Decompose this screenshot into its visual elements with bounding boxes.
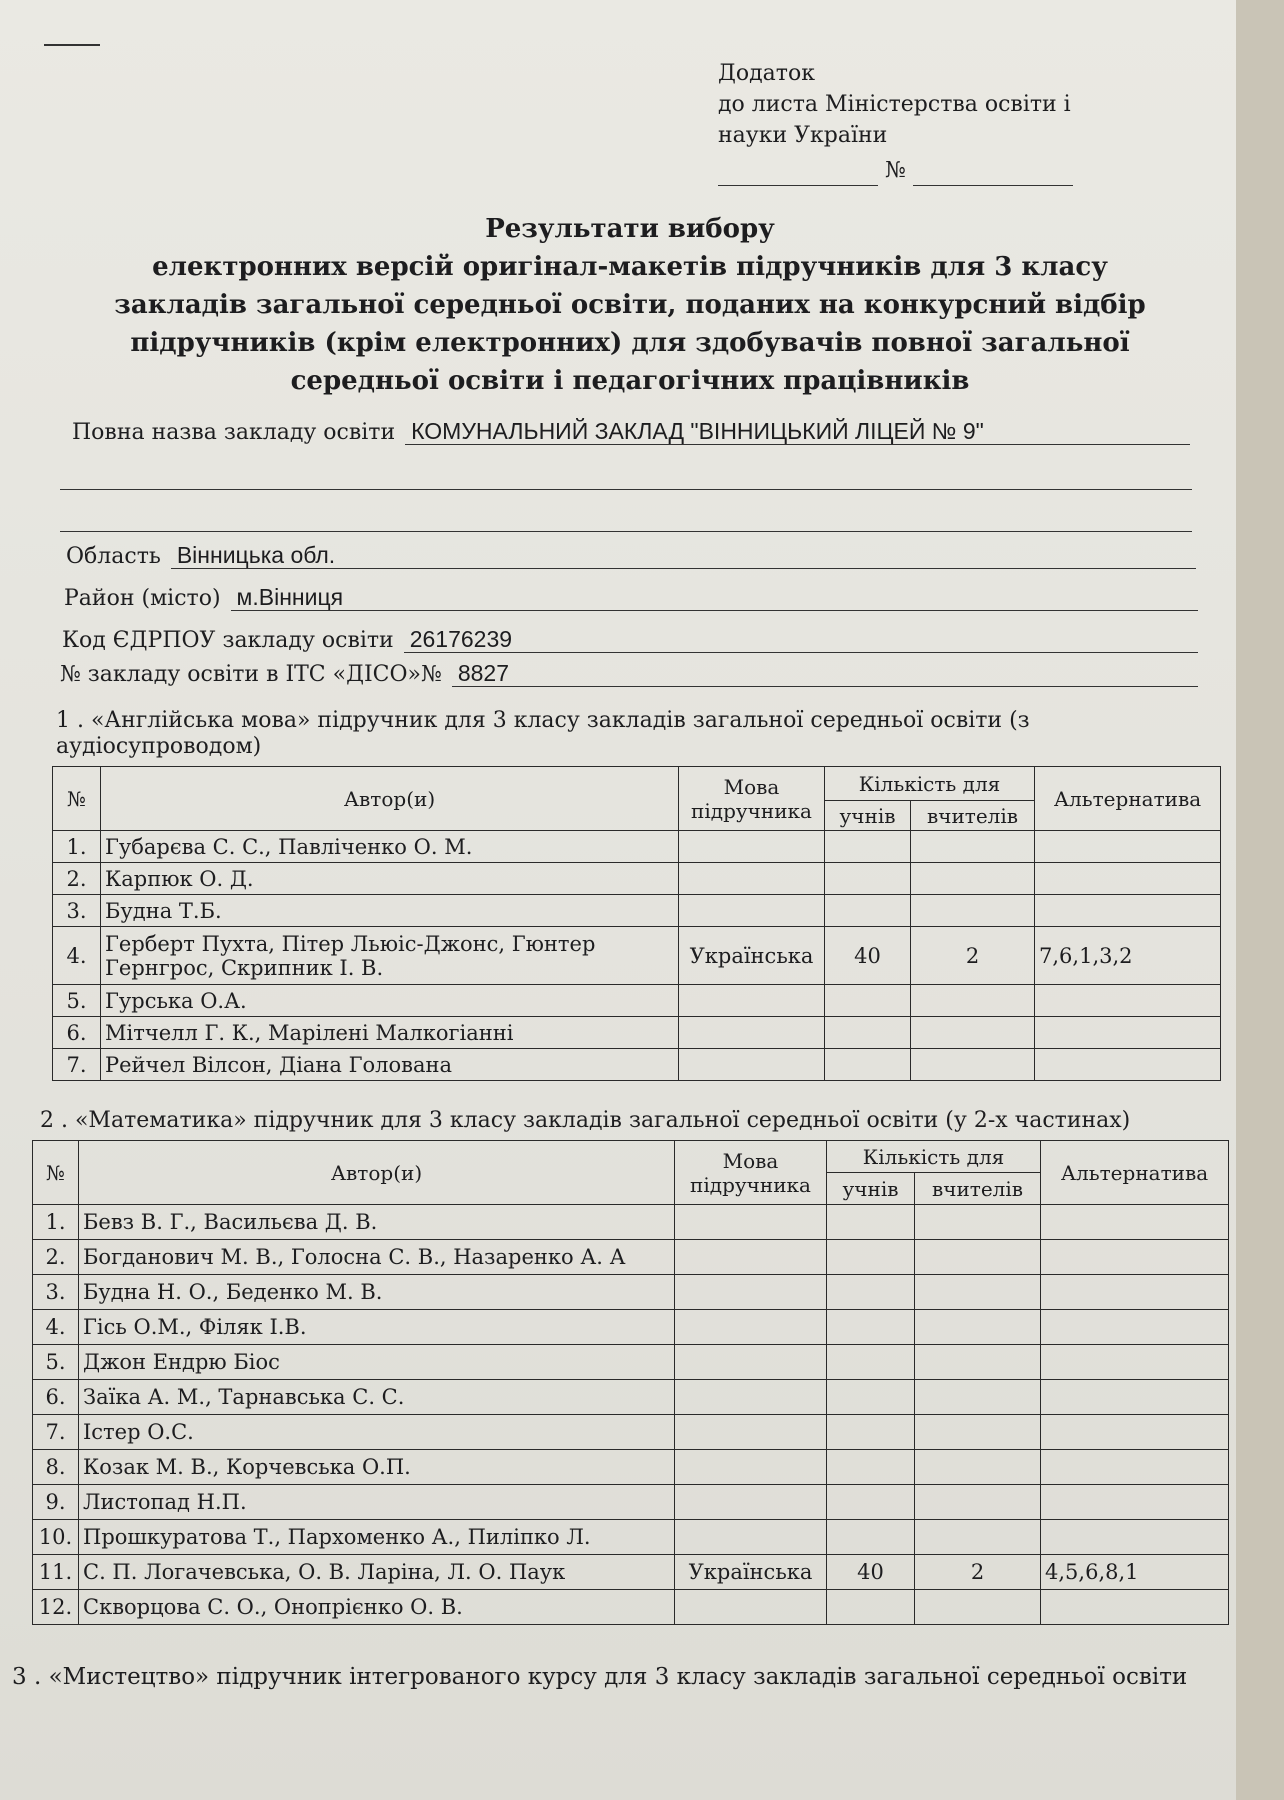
row-number: 2. xyxy=(33,1240,79,1275)
region-value: Вінницька обл. xyxy=(171,542,1196,569)
row-alternative xyxy=(1041,1240,1229,1275)
row-alternative: 7,6,1,3,2 xyxy=(1035,927,1221,985)
edrpou-label: Код ЄДРПОУ закладу освіти xyxy=(62,628,394,653)
blank-line-2 xyxy=(60,531,1192,532)
row-alternative xyxy=(1035,1017,1221,1049)
row-students xyxy=(825,1017,911,1049)
row-author: Істер О.С. xyxy=(79,1415,675,1450)
row-students xyxy=(825,1049,911,1081)
table-row xyxy=(33,1450,1229,1485)
row-teachers: 2 xyxy=(911,927,1035,985)
table-row xyxy=(33,1380,1229,1415)
row-language xyxy=(675,1450,827,1485)
row-alternative xyxy=(1035,985,1221,1017)
row-language xyxy=(679,895,825,927)
col-header-teachers: вчителів xyxy=(915,1173,1041,1205)
row-students xyxy=(825,863,911,895)
col-header-students: учнів xyxy=(825,801,911,831)
district-field xyxy=(64,584,1198,611)
col-header-language: Мова підручника xyxy=(675,1141,827,1205)
title-line-2: електронних версій оригінал-макетів підручників для 3 класу xyxy=(152,252,1108,282)
row-language xyxy=(675,1485,827,1520)
row-students xyxy=(827,1310,915,1345)
row-language xyxy=(675,1345,827,1380)
row-alternative xyxy=(1041,1520,1229,1555)
row-teachers xyxy=(915,1590,1041,1625)
title-line-3: закладів загальної середньої освіти, поданих на конкурсний відбір xyxy=(114,290,1146,320)
col-header-alternative: Альтернатива xyxy=(1035,767,1221,831)
row-alternative xyxy=(1041,1345,1229,1380)
row-students xyxy=(827,1590,915,1625)
appendix-block xyxy=(718,58,1138,186)
row-author: Козак М. В., Корчевська О.П. xyxy=(79,1450,675,1485)
row-author: Скворцова С. О., Онопрієнко О. В. xyxy=(79,1590,675,1625)
row-language xyxy=(675,1275,827,1310)
row-students: 40 xyxy=(827,1555,915,1590)
row-author: С. П. Логачевська, О. В. Ларіна, Л. О. Паук xyxy=(79,1555,675,1590)
row-language xyxy=(679,1049,825,1081)
col-header-teachers: вчителів xyxy=(911,801,1035,831)
number-blank xyxy=(913,163,1073,186)
col-header-number: № xyxy=(53,767,101,831)
row-author: Бевз В. Г., Васильєва Д. В. xyxy=(79,1205,675,1240)
col-header-language: Мова підручника xyxy=(679,767,825,831)
row-students xyxy=(827,1275,915,1310)
table-row xyxy=(33,1240,1229,1275)
title-line-4: підручників (крім електронних) для здобувачів повної загальної xyxy=(130,328,1130,358)
row-teachers xyxy=(915,1345,1041,1380)
row-students xyxy=(825,831,911,863)
row-teachers xyxy=(911,985,1035,1017)
row-students xyxy=(827,1415,915,1450)
table-row xyxy=(33,1275,1229,1310)
row-students xyxy=(825,895,911,927)
document-title xyxy=(60,210,1200,400)
region-label: Область xyxy=(66,544,161,569)
row-number: 8. xyxy=(33,1450,79,1485)
row-number: 5. xyxy=(33,1345,79,1380)
col-header-alternative: Альтернатива xyxy=(1041,1141,1229,1205)
table-row xyxy=(33,1345,1229,1380)
row-students xyxy=(827,1485,915,1520)
table-row xyxy=(53,927,1221,985)
table-row xyxy=(53,1049,1221,1081)
row-language xyxy=(675,1415,827,1450)
row-author: Прошкуратова Т., Пархоменко А., Пиліпко Л. xyxy=(79,1520,675,1555)
row-students xyxy=(827,1520,915,1555)
row-alternative xyxy=(1041,1205,1229,1240)
row-author: Джон Ендрю Біос xyxy=(79,1345,675,1380)
appendix-number-line xyxy=(718,155,1138,186)
appendix-line-3: науки України xyxy=(718,123,888,148)
district-value: м.Вінниця xyxy=(231,584,1198,611)
col-header-number: № xyxy=(33,1141,79,1205)
row-teachers xyxy=(915,1450,1041,1485)
row-teachers xyxy=(915,1310,1041,1345)
appendix-line-2: до листа Міністерства освіти і xyxy=(718,92,1071,117)
table-row xyxy=(53,1017,1221,1049)
row-alternative xyxy=(1035,831,1221,863)
row-language xyxy=(679,985,825,1017)
row-author: Герберт Пухта, Пітер Льюіс-Джонс, Гюнтер Гернгрос, Скрипник І. В. xyxy=(101,927,679,985)
row-author: Мітчелл Г. К., Марілені Малкогіанні xyxy=(101,1017,679,1049)
col-header-quantity: Кількість для xyxy=(825,767,1035,801)
row-teachers xyxy=(915,1380,1041,1415)
col-header-students: учнів xyxy=(827,1173,915,1205)
row-teachers xyxy=(915,1415,1041,1450)
row-teachers xyxy=(911,831,1035,863)
row-teachers xyxy=(911,863,1035,895)
row-author: Будна Н. О., Беденко М. В. xyxy=(79,1275,675,1310)
col-header-author: Автор(и) xyxy=(79,1141,675,1205)
row-alternative: 4,5,6,8,1 xyxy=(1041,1555,1229,1590)
its-field xyxy=(60,660,1198,687)
row-number: 10. xyxy=(33,1520,79,1555)
table-row xyxy=(33,1310,1229,1345)
row-language xyxy=(675,1205,827,1240)
date-blank xyxy=(718,163,878,186)
row-author: Рейчел Вілсон, Діана Голована xyxy=(101,1049,679,1081)
row-students xyxy=(827,1380,915,1415)
row-number: 1. xyxy=(33,1205,79,1240)
row-alternative xyxy=(1035,1049,1221,1081)
row-language xyxy=(675,1590,827,1625)
row-language: Українська xyxy=(675,1555,827,1590)
row-language: Українська xyxy=(679,927,825,985)
row-author: Губарєва С. С., Павліченко О. М. xyxy=(101,831,679,863)
row-language xyxy=(679,863,825,895)
row-language xyxy=(675,1240,827,1275)
table-row xyxy=(33,1415,1229,1450)
row-students: 40 xyxy=(825,927,911,985)
district-label: Район (місто) xyxy=(64,586,221,611)
table-row xyxy=(53,863,1221,895)
school-name-field xyxy=(72,418,1190,445)
table-row xyxy=(33,1205,1229,1240)
row-number: 6. xyxy=(33,1380,79,1415)
row-number: 4. xyxy=(33,1310,79,1345)
table-row xyxy=(33,1555,1229,1590)
row-number: 9. xyxy=(33,1485,79,1520)
section-3-heading: 3 . «Мистецтво» підручник інтегрованого курсу для 3 класу закладів загальної середньої освіти xyxy=(12,1664,1188,1690)
row-teachers: 2 xyxy=(915,1555,1041,1590)
number-sign: № xyxy=(885,158,906,183)
row-teachers xyxy=(915,1240,1041,1275)
table-row xyxy=(33,1590,1229,1625)
row-number: 3. xyxy=(33,1275,79,1310)
row-language xyxy=(675,1520,827,1555)
row-teachers xyxy=(915,1205,1041,1240)
appendix-line-1: Додаток xyxy=(718,61,815,86)
section-1-heading-line-1: 1 . «Англійська мова» підручник для 3 класу закладів загальної середньої освіти (з xyxy=(56,708,1030,733)
row-alternative xyxy=(1041,1485,1229,1520)
corner-dash xyxy=(44,44,100,46)
row-teachers xyxy=(911,1017,1035,1049)
row-students xyxy=(827,1345,915,1380)
col-header-author: Автор(и) xyxy=(101,767,679,831)
edrpou-value: 26176239 xyxy=(404,626,1198,653)
row-alternative xyxy=(1041,1450,1229,1485)
row-number: 12. xyxy=(33,1590,79,1625)
row-author: Гурська О.А. xyxy=(101,985,679,1017)
table-row xyxy=(33,1485,1229,1520)
row-teachers xyxy=(911,895,1035,927)
row-author: Гісь О.М., Філяк І.В. xyxy=(79,1310,675,1345)
row-alternative xyxy=(1035,863,1221,895)
row-alternative xyxy=(1041,1310,1229,1345)
row-language xyxy=(675,1310,827,1345)
row-language xyxy=(679,831,825,863)
row-teachers xyxy=(911,1049,1035,1081)
section-2-heading: 2 . «Математика» підручник для 3 класу закладів загальної середньої освіти (у 2-х частинах) xyxy=(40,1108,1131,1133)
table-row xyxy=(53,831,1221,863)
its-label: № закладу освіти в ІТС «ДІСО»№ xyxy=(60,662,442,687)
row-number: 7. xyxy=(53,1049,101,1081)
row-number: 5. xyxy=(53,985,101,1017)
row-author: Заїка А. М., Тарнавська С. С. xyxy=(79,1380,675,1415)
title-line-1: Результати вибору xyxy=(485,214,775,244)
blank-line-1 xyxy=(60,489,1192,490)
title-line-5: середньої освіти і педагогічних працівників xyxy=(290,366,970,396)
row-author: Карпюк О. Д. xyxy=(101,863,679,895)
row-alternative xyxy=(1041,1590,1229,1625)
row-number: 3. xyxy=(53,895,101,927)
row-students xyxy=(825,985,911,1017)
row-number: 4. xyxy=(53,927,101,985)
row-author: Богданович М. В., Голосна С. В., Назаренко А. А xyxy=(79,1240,675,1275)
english-table xyxy=(52,766,1221,1081)
its-value: 8827 xyxy=(452,660,1198,687)
math-table xyxy=(32,1140,1229,1625)
row-teachers xyxy=(915,1520,1041,1555)
row-alternative xyxy=(1041,1275,1229,1310)
row-number: 7. xyxy=(33,1415,79,1450)
row-number: 1. xyxy=(53,831,101,863)
row-author: Будна Т.Б. xyxy=(101,895,679,927)
row-number: 6. xyxy=(53,1017,101,1049)
table-row xyxy=(53,985,1221,1017)
section-1-heading xyxy=(56,708,1216,760)
col-header-quantity: Кількість для xyxy=(827,1141,1041,1173)
row-alternative xyxy=(1041,1380,1229,1415)
section-1-heading-line-2: аудіосупроводом) xyxy=(56,734,262,759)
row-alternative xyxy=(1041,1415,1229,1450)
row-teachers xyxy=(915,1485,1041,1520)
row-language xyxy=(675,1380,827,1415)
row-teachers xyxy=(915,1275,1041,1310)
table-row xyxy=(53,895,1221,927)
edrpou-field xyxy=(62,626,1198,653)
school-name-label: Повна назва закладу освіти xyxy=(72,420,396,445)
row-number: 11. xyxy=(33,1555,79,1590)
row-students xyxy=(827,1450,915,1485)
table-row xyxy=(33,1520,1229,1555)
row-language xyxy=(679,1017,825,1049)
row-number: 2. xyxy=(53,863,101,895)
row-author: Листопад Н.П. xyxy=(79,1485,675,1520)
region-field xyxy=(66,542,1196,569)
row-students xyxy=(827,1205,915,1240)
row-alternative xyxy=(1035,895,1221,927)
school-name-value: КОМУНАЛЬНИЙ ЗАКЛАД "ВІННИЦЬКИЙ ЛІЦЕЙ № 9" xyxy=(405,418,1190,445)
row-students xyxy=(827,1240,915,1275)
